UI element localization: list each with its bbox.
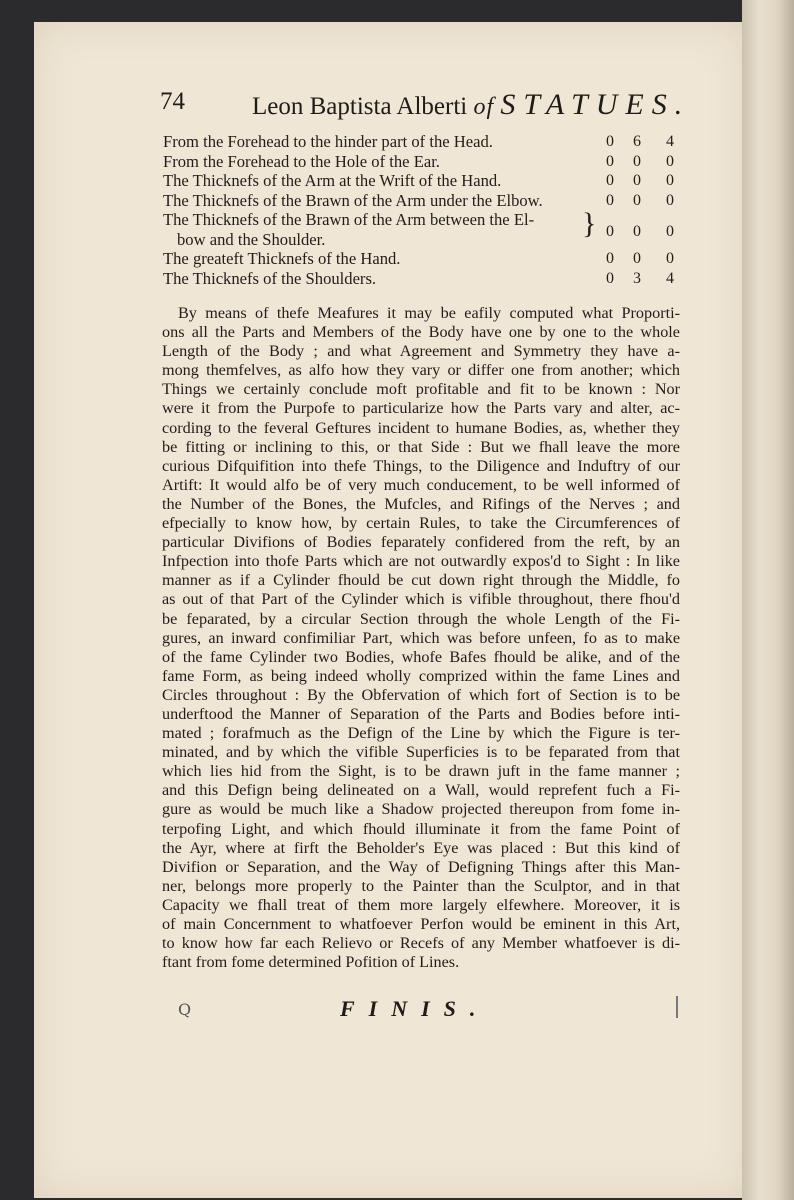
text-line: gure as would be much like a Shadow projected thereupon from fome in- [162, 800, 680, 819]
text-line: ons all the Parts and Members of the Body have one by one to the whole [162, 323, 680, 342]
finis-heading: FINIS. [340, 996, 490, 1021]
text-line: fame Form, as being indeed wholly comprized within the fame Lines and [162, 666, 680, 685]
text-line: the Number of the Bones, the Mufcles, and Rifings of the Nerves ; and [162, 494, 680, 513]
text-line: mated ; forafmuch as the Defign of the Line by which the Figure is ter- [162, 724, 680, 743]
text-line: and this Defign being delineated on a Wall, would reprefent fuch a Fi- [162, 781, 680, 800]
text-line: be feparated, by a circular Section through the whole Length of the Fi- [162, 609, 680, 628]
measure-value: 4 [666, 269, 674, 287]
measure-label: bow and the Shoulder. [177, 229, 326, 249]
measure-value: 0 [606, 152, 614, 170]
text-line: minated, and by which the vifible Superficies is to be feparated from that [162, 743, 680, 762]
text-line: Circles throughout : By the Obfervation of which fort of Section is to be [162, 685, 680, 704]
measure-value: 0 [666, 222, 674, 240]
text-line: Artift: It would alfo be of very much conducement, to be well informed of [162, 475, 680, 494]
measure-value: 4 [666, 133, 674, 150]
text-line: ner, belongs more properly to the Painter than the Sculptor, and in that [162, 876, 680, 895]
measure-value: 0 [633, 250, 641, 267]
text-line: to know how far each Relievo or Recefs of any Member whatfoever is di- [162, 934, 680, 953]
brace-symbol: } [582, 206, 597, 240]
text-line: of main Concernment to whatfoever Perfon would be eminent in this Art, [162, 915, 680, 933]
measurements-table [163, 132, 703, 288]
measure-value: 0 [606, 191, 614, 209]
text-line: the Ayr, where at firft the Beholder's Eye was placed : But this kind of [162, 838, 680, 857]
measure-row [163, 171, 703, 191]
text-line: underftood the Manner of Separation of the Parts and Bodies before inti- [162, 704, 680, 723]
measure-value: 3 [633, 269, 641, 287]
measure-label: The Thicknefs of the Brawn of the Arm under the Elbow. [163, 190, 543, 210]
text-line: efpecially to know how, by certain Rules, to take the Circumferences of [162, 514, 680, 533]
measure-row [163, 210, 703, 230]
measure-value: 0 [606, 172, 614, 189]
measure-row [163, 249, 703, 269]
measure-value: 0 [606, 222, 614, 240]
page-edge [742, 0, 794, 1200]
running-title [252, 88, 690, 122]
text-line: be fitting or inclining to this, or that Side : But we fhall leave the more [162, 437, 680, 456]
measure-value: 0 [666, 172, 674, 189]
measure-value: 0 [633, 152, 641, 170]
measure-label: From the Forehead to the Hole of the Ear. [163, 151, 440, 171]
text-line: curious Difquifition into thefe Things, to the Diligence and Induftry of our [162, 456, 680, 475]
text-line: which lies hid from the Sight, is to be drawn juft in the fame manner ; [162, 762, 680, 781]
measure-value: 0 [666, 191, 674, 209]
text-line: manner as if a Cylinder fhould be cut down right through the Middle, fo [162, 571, 680, 590]
measure-value: 0 [666, 250, 674, 267]
text-line: mong themfelves, as alfo how they vary or differ one from another; which [162, 361, 680, 380]
text-line: Length of the Body ; and what Agreement and Symmetry they have a- [162, 342, 680, 361]
text-line: gures, an inward confimiliar Part, which was before unfeen, fo as to make [162, 628, 680, 647]
text-line: Things we certainly conclude moft profitable and fit to be known : Nor [162, 380, 680, 399]
measure-label: From the Forehead to the hinder part of the Head. [163, 132, 493, 151]
text-line: Capacity we fhall treat of them more largely elfewhere. Moreover, it is [162, 895, 680, 914]
text-line: terpofing Light, and which fhould illuminate it from the fame Point of [162, 819, 680, 838]
header-subject: STATUES. [500, 88, 691, 121]
measure-row [163, 152, 703, 172]
measure-label: The Thicknefs of the Arm at the Wrift of the Hand. [163, 171, 502, 190]
header-author: Leon Baptista Alberti [252, 93, 468, 120]
text-line: By means of thefe Meafures it may be eafily computed what Proporti- [178, 304, 680, 322]
measure-value: 0 [606, 250, 614, 267]
header-of: of [473, 94, 495, 120]
text-line: as out of that Part of the Cylinder which is vifible throughout, there fhou'd [162, 590, 680, 609]
measure-value: 0 [606, 133, 614, 150]
text-line: were it from the Purpofe to particularize how the Parts vary and alter, ac- [162, 399, 680, 418]
measure-row [163, 269, 703, 289]
measure-value: 0 [606, 269, 614, 287]
text-line: Infpection into thofe Parts which are not outwardly expos'd to Sight : In like [162, 552, 680, 571]
body-paragraph [162, 304, 680, 972]
text-line: cording to the feveral Geftures incident to humane Bodies, as, whether they [162, 418, 680, 437]
measure-value: 0 [666, 152, 674, 170]
measure-row [163, 132, 703, 152]
measure-value: 0 [633, 191, 641, 209]
text-line: ftant from fome determined Pofition of Lines. [162, 953, 460, 972]
measure-label: The greateft Thicknefs of the Hand. [163, 249, 401, 268]
text-line: of the fame Cylinder two Bodies, whofe Bafes fhould be alike, and of the [162, 647, 680, 666]
margin-rule [676, 996, 678, 1018]
measure-value: 6 [633, 133, 641, 150]
measure-value: 0 [633, 172, 641, 189]
running-header [160, 88, 691, 124]
page-number: 74 [160, 88, 185, 115]
measure-value: 0 [633, 222, 641, 240]
text-line: particular Divifions of Bodies feparately confidered from the reft, by an [162, 533, 680, 552]
measure-label: The Thicknefs of the Brawn of the Arm between the El- [163, 210, 535, 229]
margin-mark: Q [178, 1000, 192, 1019]
measure-row [163, 191, 703, 211]
measure-label: The Thicknefs of the Shoulders. [163, 268, 377, 288]
text-line: Divifion or Separation, and the Way of Defigning Things after this Man- [162, 857, 680, 876]
